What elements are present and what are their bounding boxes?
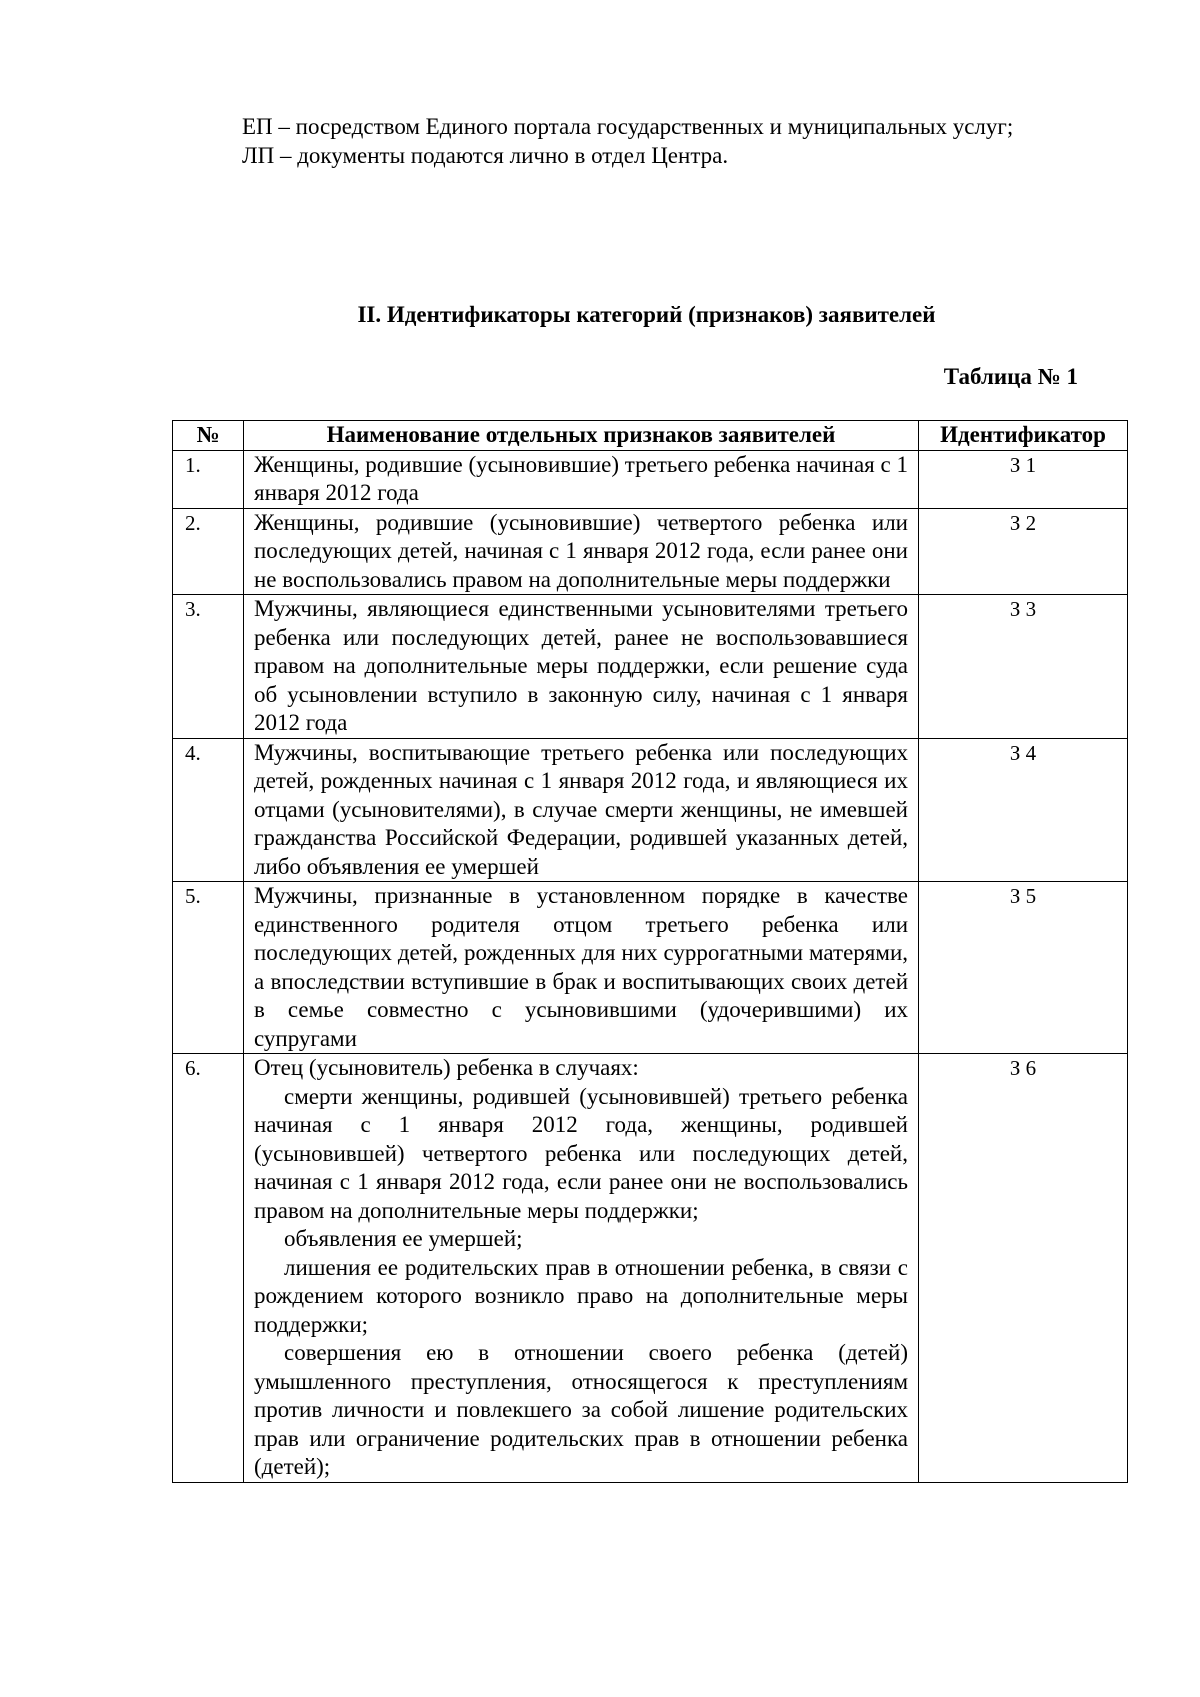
- row-identifier: З 3: [919, 595, 1128, 739]
- header-identifier: Идентификатор: [919, 421, 1128, 451]
- row-name-multiclause: [244, 1054, 919, 1483]
- section-title: II. Идентификаторы категорий (признаков) заявителей: [357, 302, 936, 327]
- row-number: 3.: [173, 595, 244, 739]
- row-identifier: З 2: [919, 508, 1128, 595]
- row-name: Мужчины, воспитывающие третьего ребенка или последующих детей, рожденных начиная с 1 января 2012 года, и являющиеся их отцами (усыновителями), в случае смерти женщины, не имевшей гражданства Российской Федерации, родившей указанных детей, либо объявления ее умершей: [244, 738, 919, 882]
- table-header-row: [173, 421, 1128, 451]
- row-number: 6.: [173, 1054, 244, 1483]
- intro-paragraph-ep: ЕП – посредством Единого портала государственных и муниципальных услуг;: [242, 114, 1014, 139]
- intro-paragraph-lp: ЛП – документы подаются лично в отдел Центра.: [242, 143, 729, 168]
- row-subitem: смерти женщины, родившей (усыновившей) третьего ребенка начиная с 1 января 2012 года, женщины, родившей (усыновившей) четвертого ребенка или последующих детей, начиная с 1 января 2012 года, если ранее они не воспользовались правом на дополнительные меры поддержки;: [254, 1083, 908, 1223]
- row-name: Мужчины, признанные в установленном порядке в качестве единственного родителя отцом третьего ребенка или последующих детей, рожденных для них суррогатными матерями, а впоследствии вступившие в брак и воспитывающих своих детей в семье совместно с усыновившими (удочерившими) их супругами: [244, 882, 919, 1054]
- row-subitem: объявления ее умершей;: [284, 1226, 523, 1251]
- applicant-categories-table: [172, 420, 1128, 1483]
- table-row: [173, 595, 1128, 739]
- row-number: 4.: [173, 738, 244, 882]
- row-identifier: З 6: [919, 1054, 1128, 1483]
- table-row: [173, 738, 1128, 882]
- table-row: [173, 1054, 1128, 1483]
- row-number: 1.: [173, 450, 244, 508]
- row-name: Мужчины, являющиеся единственными усыновителями третьего ребенка или последующих детей, ранее не воспользовавшиеся правом на дополнительные меры поддержки, если решение суда об усыновлении вступило в законную силу, начиная с 1 января 2012 года: [244, 595, 919, 739]
- header-name: Наименование отдельных признаков заявителей: [244, 421, 919, 451]
- row-name: Женщины, родившие (усыновившие) четвертого ребенка или последующих детей, начиная с 1 января 2012 года, если ранее они не воспользовались правом на дополнительные меры поддержки: [244, 508, 919, 595]
- row-identifier: З 5: [919, 882, 1128, 1054]
- row-identifier: З 1: [919, 450, 1128, 508]
- table-row: [173, 882, 1128, 1054]
- row-identifier: З 4: [919, 738, 1128, 882]
- table-row: [173, 508, 1128, 595]
- row-name: Женщины, родившие (усыновившие) третьего ребенка начиная с 1 января 2012 года: [244, 450, 919, 508]
- row-subitem: совершения ею в отношении своего ребенка (детей) умышленного преступления, относящегося к преступлениям против личности и повлекшего за собой лишение родительских прав или ограничение родительских прав в отношении ребенка (детей);: [254, 1340, 908, 1479]
- row-number: 2.: [173, 508, 244, 595]
- row-subitem: лишения ее родительских прав в отношении ребенка, в связи с рождением которого возникло право на дополнительные меры поддержки;: [254, 1254, 908, 1337]
- row-name-lead: Отец (усыновитель) ребенка в случаях:: [254, 1055, 639, 1080]
- row-number: 5.: [173, 882, 244, 1054]
- intro-text: [170, 112, 1123, 170]
- header-number: №: [173, 421, 244, 451]
- table-caption: Таблица № 1: [943, 364, 1078, 389]
- table-row: [173, 450, 1128, 508]
